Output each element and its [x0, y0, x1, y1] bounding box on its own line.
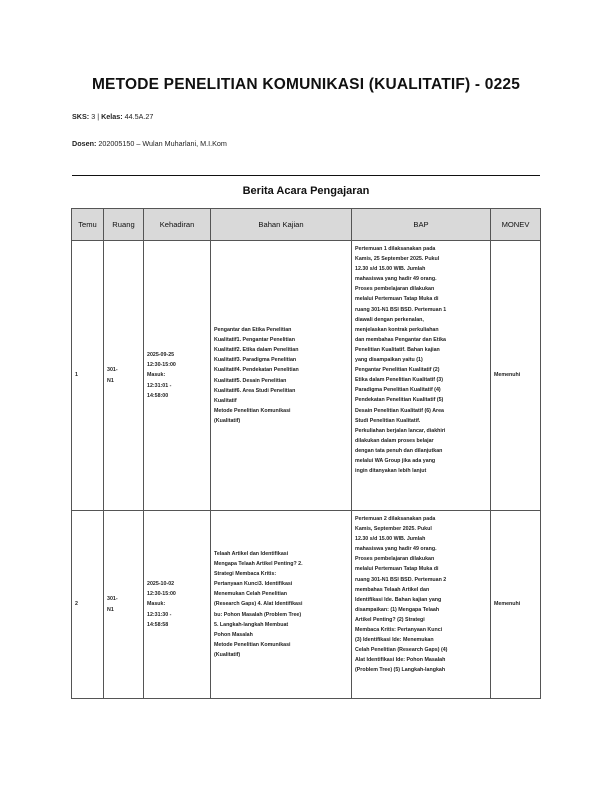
- sks-label: SKS:: [72, 112, 90, 121]
- kelas-label: Kelas:: [101, 112, 123, 121]
- cell-monev: Memenuhi: [491, 511, 541, 699]
- column-header-bap: BAP: [352, 209, 491, 241]
- cell-temu: 2: [72, 511, 104, 699]
- cell-monev: Memenuhi: [491, 241, 541, 511]
- dosen-label: Dosen:: [72, 139, 97, 148]
- lecturer-line: [72, 139, 227, 148]
- cell-kehadiran: 2025-09-25 12:30-15:00 Masuk: 12:31:01 - 14:58:00: [144, 241, 211, 511]
- dosen-value: 202005150 – Wulan Muharlani, M.I.Kom: [98, 139, 227, 148]
- kelas-value: 44.5A.27: [124, 112, 154, 121]
- cell-ruang: 301- N1: [104, 241, 144, 511]
- meta-separator: |: [97, 112, 100, 121]
- cell-temu: 1: [72, 241, 104, 511]
- sks-value: 3: [91, 112, 96, 121]
- column-header-temu: Temu: [72, 209, 104, 241]
- cell-bap: Pertemuan 1 dilaksanakan pada Kamis, 25 September 2025. Pukul 12.30 s/d 15.00 WIB. Jumlah mahasiswa yang hadir 49 orang. Proses pembelajaran dilakukan melalui Pertemuan Tatap Muka di ruang 301-N1 BSI BSD. Pertemuan 1 diawali dengan perkenalan, menjelaskan kontrak perkuliahan dan membahas Pengantar dan Etika Penelitian Kualitatif. Bahan kajian yang disampaikan yaitu (1) Pengantar Penelitian Kualitatif (2) Etika dalam Penelitian Kualitatif (3) Paradigma Penelitian Kualitatif (4) Pendekatan Penelitian Kualitatif (5) Desain Penelitian Kualitatif (6) Area Studi Penelitian Kualitatif. Perkuliahan berjalan lancar, diakhiri dilakukan dalam proses belajar dengan tata penuh dan dilanjutkan melalui WA Group jika ada yang ingin ditanyakan lebih lanjut: [352, 241, 491, 511]
- column-header-monev: MONEV: [491, 209, 541, 241]
- column-header-ruang: Ruang: [104, 209, 144, 241]
- cell-ruang: 301- N1: [104, 511, 144, 699]
- cell-bap: [352, 511, 491, 699]
- table-row: [72, 511, 541, 699]
- teaching-record-table: [71, 208, 541, 699]
- bap-text: Pertemuan 2 dilaksanakan pada Kamis, September 2025. Pukul 12.30 s/d 15.00 WIB. Jumlah mahasiswa yang hadir 49 orang. Proses pembelajaran dilakukan melalui Pertemuan Tatap Muka di ruang 301-N1 BSI BSD. Pertemuan 2 membahas Telaah Artikel dan Identifikasi Ide. Bahan kajian yang disampaikan: (1) Mengapa Telaah Artikel Penting? (2) Strategi Membaca Kritis: Pertanyaan Kunci (3) Identifikasi Ide: Menemukan Celah Penelitian (Research Gaps) (4) Alat Identifikasi Ide: Pohon Masalah (Problem Tree) (5) Langkah-langkah: [355, 516, 448, 674]
- cell-bahan-kajian: Pengantar dan Etika Penelitian Kualitatif1. Pengantar Penelitian Kualitatif2. Etika dalam Penelitian Kualitatif3. Paradigma Penelitian Kualitatif4. Pendekatan Penelitian Kualitatif5. Desain Penelitian Kualitatif6. Area Studi Penelitian Kualitatif Metode Penelitian Komunikasi (Kualitatif): [211, 241, 352, 511]
- table-row: [72, 241, 541, 511]
- course-title: METODE PENELITIAN KOMUNIKASI (KUALITATIF) - 0225: [91, 76, 521, 93]
- cell-bahan-kajian: Telaah Artikel dan Identifikasi Mengapa Telaah Artikel Penting? 2. Strategi Membaca Kritis: Pertanyaan Kunci3. Identifikasi Menemukan Celah Penelitian (Research Gaps) 4. Alat Identifikasi bu: Pohon Masalah (Problem Tree) 5. Langkah-langkah Membuat Pohon Masalah Metode Penelitian Komunikasi (Kualitatif): [211, 511, 352, 699]
- course-meta: [72, 112, 153, 121]
- horizontal-divider: [72, 175, 540, 176]
- section-title: Berita Acara Pengajaran: [242, 185, 370, 197]
- column-header-bahan-kajian: Bahan Kajian: [211, 209, 352, 241]
- column-header-kehadiran: Kehadiran: [144, 209, 211, 241]
- cell-kehadiran: 2025-10-02 12:30-15:00 Masuk: 12:31:30 - 14:58:58: [144, 511, 211, 699]
- table-header-row: [72, 209, 541, 241]
